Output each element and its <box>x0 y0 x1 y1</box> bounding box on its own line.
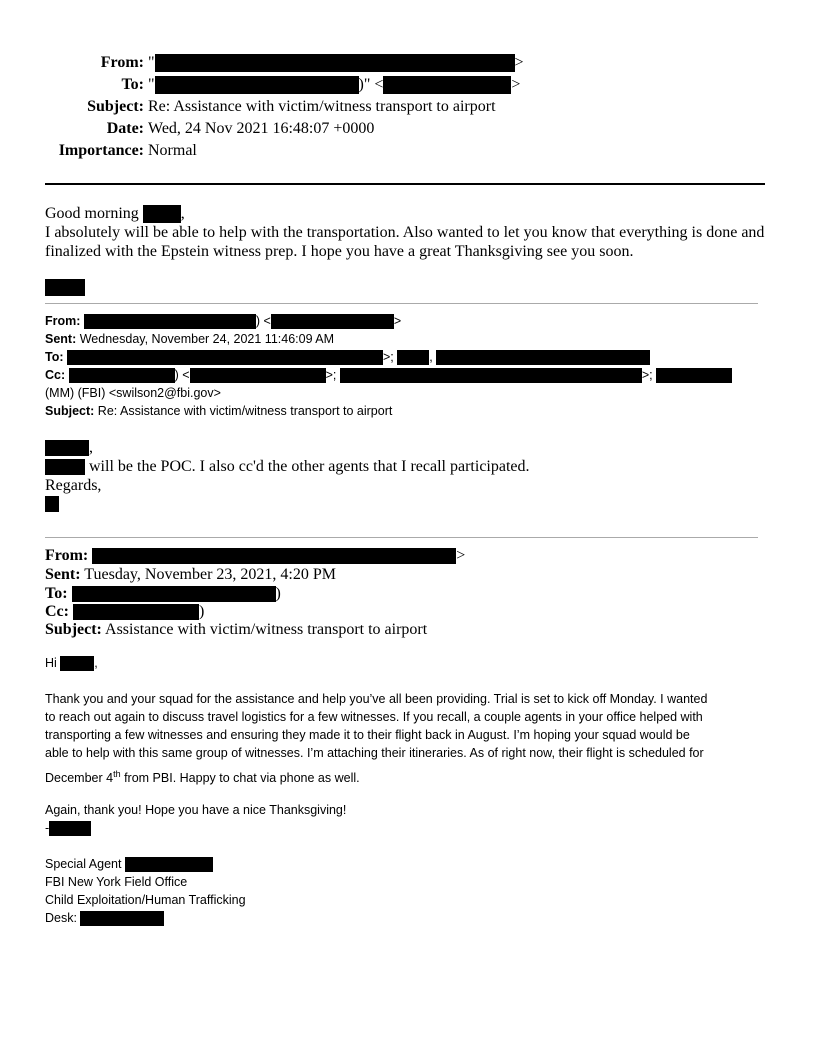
msg2-to-sep: , <box>429 350 433 364</box>
redaction <box>45 459 85 475</box>
redaction <box>340 368 642 383</box>
header-divider <box>45 183 765 185</box>
importance-label: Importance: <box>58 142 144 159</box>
redaction <box>656 368 732 383</box>
msg2-sent-label: Sent: <box>45 332 77 346</box>
msg3-from-label: From: <box>45 547 89 564</box>
msg2-from-row <box>45 312 401 330</box>
reply-1-line-1: I absolutely will be able to help with the transportation. Also wanted to let you know that everything is done and <box>45 224 765 241</box>
msg2-to-sep: >; <box>383 350 394 364</box>
redaction <box>45 440 89 456</box>
subject-value: Re: Assistance with victim/witness transport to airport <box>148 98 496 115</box>
redaction <box>155 76 359 94</box>
msg2-cc-label: Cc: <box>45 368 66 382</box>
msg3-sent-value: Tuesday, November 23, 2021, 4:20 PM <box>84 566 336 583</box>
message-divider <box>45 537 758 538</box>
redaction <box>397 350 429 365</box>
reply-2-signature <box>45 494 59 513</box>
redaction <box>92 548 456 564</box>
reply-2-salutation <box>45 438 93 457</box>
to-label: To: <box>121 76 144 93</box>
msg2-cc-row <box>45 366 732 384</box>
redaction <box>383 76 511 94</box>
msg2-subject-value: Re: Assistance with victim/witness transport to airport <box>97 404 393 418</box>
header-date-row <box>0 118 816 140</box>
redaction <box>73 604 199 620</box>
reply-1-line-2: finalized with the Epstein witness prep. I hope you have a great Thanksgiving see you soon. <box>45 243 634 260</box>
redaction <box>190 368 326 383</box>
from-close: > <box>514 54 524 71</box>
msg2-to-label: To: <box>45 350 64 364</box>
msg3-subject-label: Subject: <box>45 621 102 638</box>
msg3-cc-label: Cc: <box>45 603 69 620</box>
header-importance-row <box>0 140 816 162</box>
message-divider <box>45 303 758 304</box>
importance-value: Normal <box>148 142 197 159</box>
orig-date-text: December 4 <box>45 771 114 786</box>
from-open-quote: " <box>148 54 155 71</box>
reply-2-regards: Regards, <box>45 477 102 494</box>
orig-date-rest: from PBI. Happy to chat via phone as well. <box>120 771 360 786</box>
greeting-text: Good morning <box>45 205 139 222</box>
msg3-cc-row <box>45 602 204 621</box>
header-subject-row <box>0 96 816 118</box>
orig-paragraph-line-5 <box>45 765 360 787</box>
redaction <box>67 350 383 365</box>
msg3-subject-row <box>45 620 427 639</box>
to-value <box>148 74 520 96</box>
msg2-subject-label: Subject: <box>45 404 95 418</box>
msg2-to-row <box>45 348 650 366</box>
orig-hi-comma: , <box>94 656 98 670</box>
sig-title-row <box>45 855 213 873</box>
msg2-cc-sep: >; <box>641 368 653 382</box>
msg2-cc-line-2: (MM) (FBI) <swilson2@fbi.gov> <box>45 386 221 400</box>
header-from-row <box>0 52 816 74</box>
redaction <box>125 857 213 872</box>
orig-dash: - <box>45 821 50 835</box>
msg3-from-row <box>45 546 465 565</box>
date-value: Wed, 24 Nov 2021 16:48:07 +0000 <box>148 120 375 137</box>
msg2-cc-mid: ) < <box>174 368 190 382</box>
subject-label: Subject: <box>87 98 144 115</box>
reply-1-signature <box>45 277 85 296</box>
redaction <box>143 205 181 223</box>
msg2-from-mid: ) < <box>255 314 271 328</box>
redaction <box>49 821 91 836</box>
redaction <box>45 496 59 512</box>
msg2-from-close: > <box>393 314 402 328</box>
redaction <box>271 314 394 329</box>
msg3-sent-label: Sent: <box>45 566 81 583</box>
msg2-from-label: From: <box>45 314 81 328</box>
redaction <box>72 586 276 602</box>
orig-thanks: Again, thank you! Hope you have a nice Thanksgiving! <box>45 803 347 817</box>
sig-desk-label: Desk: <box>45 911 77 925</box>
reply-2-poc-text: will be the POC. I also cc'd the other agents that I recall participated. <box>85 458 530 475</box>
redaction <box>84 314 256 329</box>
sig-desk-row <box>45 909 164 927</box>
greeting-comma: , <box>180 205 185 222</box>
orig-paragraph-line-2: to reach out again to discuss travel logistics for a few witnesses. If you recall, a couple agents in your office helped with <box>45 710 703 724</box>
sig-office: FBI New York Field Office <box>45 875 188 889</box>
redaction <box>80 911 164 926</box>
date-label: Date: <box>106 120 144 137</box>
reply-2-comma: , <box>89 439 93 456</box>
msg3-sent-row <box>45 565 336 584</box>
msg3-from-close: > <box>456 547 466 564</box>
msg2-subject-row <box>45 402 392 420</box>
redaction <box>155 54 515 72</box>
header-to-row <box>0 74 816 96</box>
orig-sign-off <box>45 819 91 837</box>
msg3-subject-value: Assistance with victim/witness transport to airport <box>105 621 428 638</box>
msg2-sent-value: Wednesday, November 24, 2021 11:46:09 AM <box>79 332 335 346</box>
orig-hi: Hi <box>45 656 57 670</box>
msg3-to-close: ) <box>275 585 281 602</box>
to-open-quote: " <box>148 76 155 93</box>
reply-2-poc-line <box>45 457 530 476</box>
from-value <box>148 52 524 74</box>
reply-1-greeting <box>45 204 185 223</box>
orig-greeting <box>45 654 98 672</box>
msg2-sent-row <box>45 330 334 348</box>
msg2-cc-sep: >; <box>325 368 337 382</box>
to-mid: )" < <box>358 76 384 93</box>
orig-paragraph-line-3: transporting a few witnesses and ensuring they made it to their flight back in August. I’m hoping your squad would be <box>45 728 690 742</box>
to-close: > <box>511 76 521 93</box>
redaction <box>45 279 85 296</box>
orig-paragraph-line-1: Thank you and your squad for the assistance and help you’ve all been providing. Trial is set to kick off Monday. I wanted <box>45 692 708 706</box>
msg3-cc-close: ) <box>198 603 205 620</box>
sig-unit: Child Exploitation/Human Trafficking <box>45 893 246 907</box>
msg3-to-row <box>45 584 281 603</box>
redaction <box>60 656 94 671</box>
orig-paragraph-line-4: able to help with this same group of witnesses. I’m attaching their itineraries. As of right now, their flight is scheduled for <box>45 746 704 760</box>
msg3-to-label: To: <box>45 585 68 602</box>
sig-title: Special Agent <box>45 857 122 871</box>
from-label: From: <box>100 54 144 71</box>
orig-date-sup: th <box>113 769 121 779</box>
redaction <box>436 350 650 365</box>
redaction <box>69 368 175 383</box>
